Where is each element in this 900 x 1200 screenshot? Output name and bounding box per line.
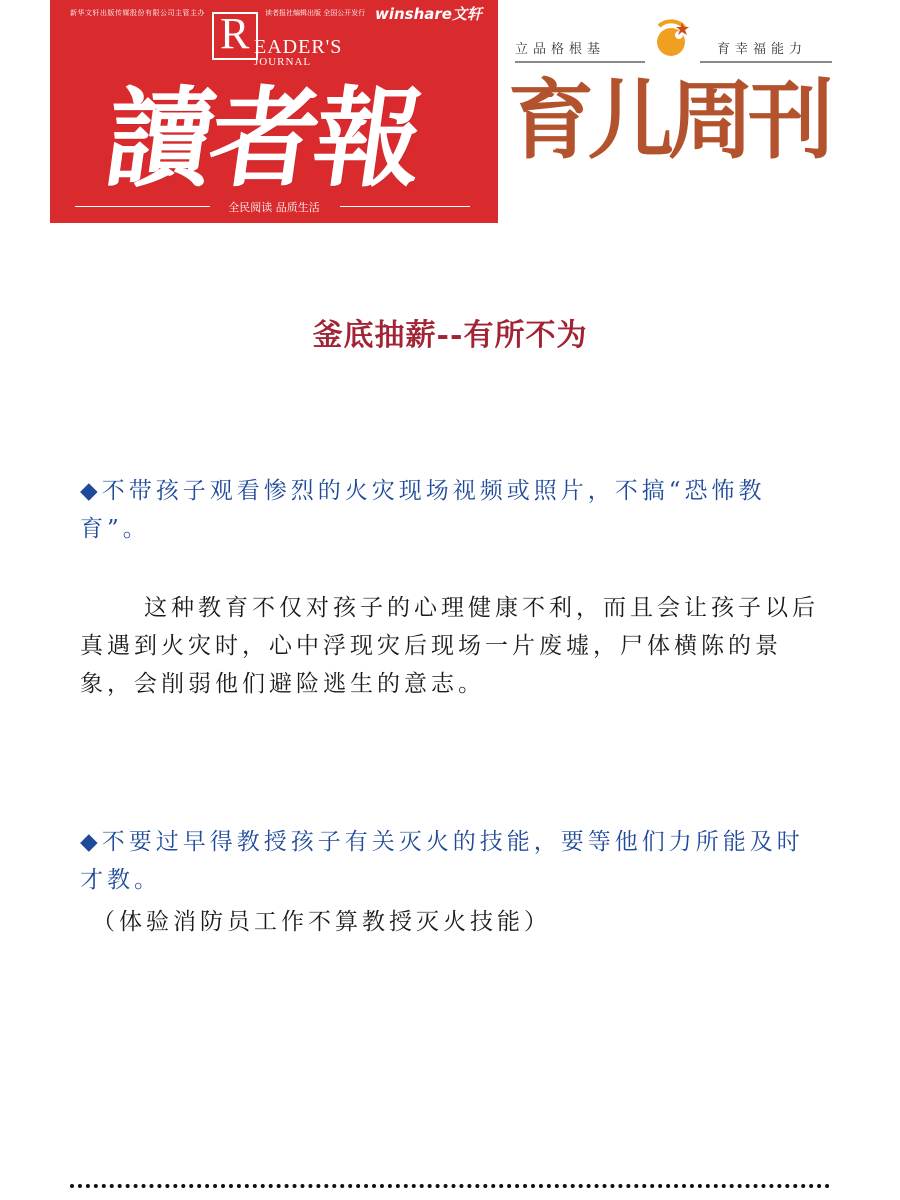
readers-logo-r: R	[220, 9, 250, 58]
bullet-2-text: 不要过早得教授孩子有关灭火的技能，要等他们力所能及时才教。	[80, 829, 804, 893]
winshare-logo: winshare文轩	[375, 5, 482, 23]
bullet-diamond-icon: ◆	[80, 478, 102, 504]
article-title: 釜底抽薪--有所不为	[312, 318, 588, 353]
readers-logo-text: EADER'S	[254, 36, 343, 58]
slogan-rule-right	[700, 61, 832, 63]
publisher-line: 新华文轩出版传媒股份有限公司主管主办	[70, 9, 205, 17]
slogan-left: 立品格根基	[515, 42, 606, 57]
bullet-2	[80, 823, 820, 899]
readers-journal-masthead	[50, 0, 498, 223]
bullet-1	[80, 472, 820, 548]
slogan-rule-left	[515, 61, 645, 63]
weekly-title: 育儿周刊	[508, 71, 828, 171]
dotted-divider	[70, 1184, 830, 1188]
masthead-title: 讀者報	[97, 76, 428, 202]
bullet-1-text: 不带孩子观看惨烈的火灾现场视频或照片，不搞“恐怖教育”。	[80, 478, 766, 542]
sun-logo-icon	[645, 18, 697, 66]
bullet-diamond-icon: ◆	[80, 829, 102, 855]
masthead-tagline: 全民阅读 品质生活	[228, 201, 320, 214]
publisher-line-2: 读者报社编辑出版 全国公开发行	[265, 9, 366, 17]
note-text: （体验消防员工作不算教授灭火技能）	[92, 909, 551, 935]
readers-logo-journal: JOURNAL	[254, 56, 312, 68]
masthead-topline	[50, 5, 498, 23]
slogan-right: 育幸福能力	[717, 42, 808, 57]
paragraph-1: 这种教育不仅对孩子的心理健康不利，而且会让孩子以后真遇到火灾时，心中浮现灾后现场一片废墟，尸体横陈的景象，会削弱他们避险逃生的意志。	[80, 595, 819, 697]
